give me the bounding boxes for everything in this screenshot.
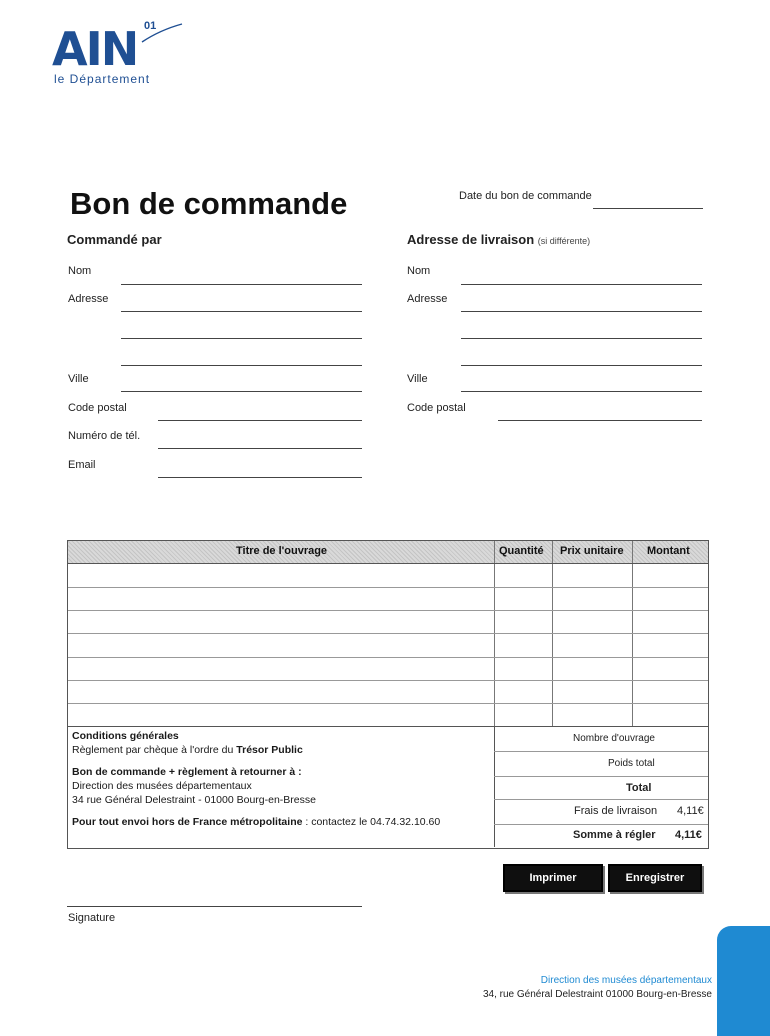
return-address-1: Direction des musées départementaux xyxy=(72,780,252,792)
ordered-by-phone-field[interactable] xyxy=(158,448,362,449)
ordered-by-address-field-1[interactable] xyxy=(121,311,362,312)
abroad-contact: : contactez le 04.74.32.10.60 xyxy=(302,816,441,828)
ordered-by-name-field[interactable] xyxy=(121,284,362,285)
amount-due-value: 4,11€ xyxy=(675,829,702,841)
ordered-by-phone-label: Numéro de tél. xyxy=(68,430,141,442)
col-unit-price-header: Prix unitaire xyxy=(560,545,624,557)
delivery-name-field[interactable] xyxy=(461,284,702,285)
amount-due-label: Somme à régler xyxy=(573,829,656,841)
totals-row-divider xyxy=(494,824,708,825)
page-title: Bon de commande xyxy=(70,186,348,221)
payee-text: Trésor Public xyxy=(236,744,303,756)
books-count-label: Nombre d'ouvrage xyxy=(573,733,655,744)
delivery-note: (si différente) xyxy=(537,236,591,246)
delivery-address-field-3[interactable] xyxy=(461,365,702,366)
delivery-address-field-1[interactable] xyxy=(461,311,702,312)
ordered-by-email-label: Email xyxy=(68,459,96,471)
ordered-by-address-field-2[interactable] xyxy=(121,338,362,339)
row-divider xyxy=(68,657,708,658)
col-quantity-header: Quantité xyxy=(499,545,544,557)
shipping-value: 4,11€ xyxy=(677,805,704,817)
totals-divider xyxy=(494,726,495,847)
print-button[interactable]: Imprimer xyxy=(503,864,603,892)
abroad-title: Pour tout envoi hors de France métropolitaine xyxy=(72,816,303,828)
order-date-label: Date du bon de commande xyxy=(459,190,592,202)
col-amount-header: Montant xyxy=(647,545,690,557)
logo-subtitle: le Département xyxy=(54,72,151,86)
totals-row-divider xyxy=(494,799,708,800)
footer-organization: Direction des musées départementaux xyxy=(540,975,712,986)
ordered-by-address-label: Adresse xyxy=(68,293,109,305)
signature-label: Signature xyxy=(68,912,116,924)
shipping-label: Frais de livraison xyxy=(574,805,658,817)
ordered-by-email-field[interactable] xyxy=(158,477,362,478)
signature-field[interactable] xyxy=(67,906,362,907)
delivery-postcode-label: Code postal xyxy=(407,402,466,414)
total-weight-label: Poids total xyxy=(608,758,655,769)
return-title: Bon de commande + règlement à retourner à : xyxy=(72,766,302,778)
delivery-title xyxy=(407,232,590,247)
totals-row-divider xyxy=(494,751,708,752)
return-address-2: 34 rue Général Delestraint - 01000 Bourg-en-Bresse xyxy=(72,794,316,806)
ordered-by-city-label: Ville xyxy=(68,373,89,385)
corner-decoration xyxy=(717,926,770,1036)
total-label: Total xyxy=(626,782,652,794)
order-date-field[interactable] xyxy=(593,208,703,209)
row-divider xyxy=(68,610,708,611)
ordered-by-postcode-label: Code postal xyxy=(68,402,127,414)
conditions-title: Conditions générales xyxy=(72,730,179,742)
table-header xyxy=(68,541,708,563)
row-divider xyxy=(68,587,708,588)
conditions-block xyxy=(72,729,492,829)
logo-code: 01 xyxy=(144,20,157,32)
order-table xyxy=(67,540,709,849)
delivery-city-field[interactable] xyxy=(461,391,702,392)
logo-text: AIN xyxy=(52,22,138,76)
delivery-city-label: Ville xyxy=(407,373,428,385)
row-divider xyxy=(68,563,708,564)
delivery-address-label: Adresse xyxy=(407,293,448,305)
row-divider xyxy=(68,726,708,727)
row-divider xyxy=(68,633,708,634)
footer-address: 34, rue Général Delestraint 01000 Bourg-en-Bresse xyxy=(482,989,712,1000)
col-title-header: Titre de l'ouvrage xyxy=(236,545,328,557)
totals-row-divider xyxy=(494,776,708,777)
delivery-title-text: Adresse de livraison xyxy=(407,232,535,247)
row-divider xyxy=(68,703,708,704)
ordered-by-name-label: Nom xyxy=(68,265,92,277)
delivery-postcode-field[interactable] xyxy=(498,420,702,421)
ordered-by-postcode-field[interactable] xyxy=(158,420,362,421)
payment-text: Règlement par chèque à l'ordre du xyxy=(72,744,237,756)
ordered-by-city-field[interactable] xyxy=(121,391,362,392)
department-logo xyxy=(52,20,182,90)
ordered-by-address-field-3[interactable] xyxy=(121,365,362,366)
row-divider xyxy=(68,680,708,681)
save-button[interactable]: Enregistrer xyxy=(608,864,702,892)
ordered-by-title: Commandé par xyxy=(67,232,162,247)
delivery-name-label: Nom xyxy=(407,265,431,277)
delivery-address-field-2[interactable] xyxy=(461,338,702,339)
